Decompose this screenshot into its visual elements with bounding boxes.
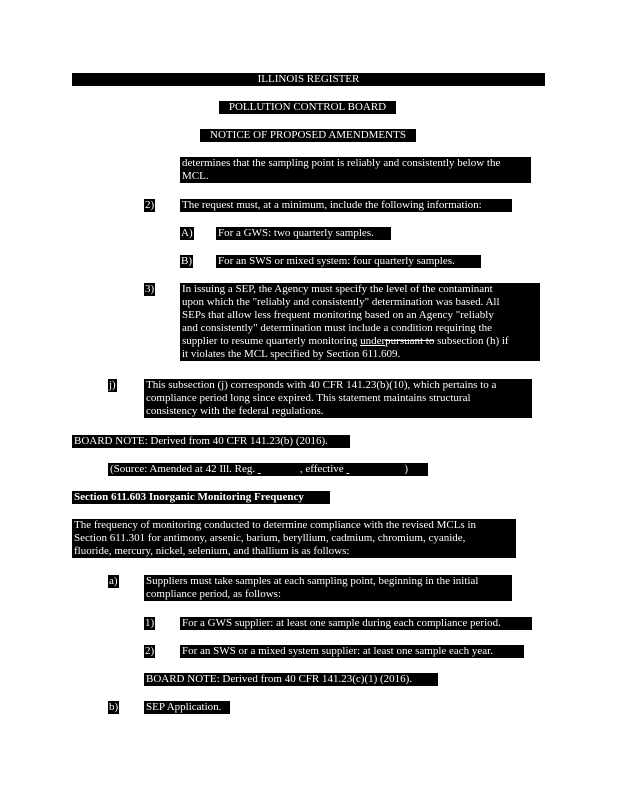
item-b-label: b) <box>109 701 119 713</box>
source-line: (Source: Amended at 42 Ill. Reg. , effective ) <box>108 463 428 476</box>
item-b-text: SEP Application. <box>144 701 230 714</box>
item-3-paragraph: In issuing a SEP, the Agency must specify the level of the contaminant upon which the "reliably and consistently" determination was based. All SEPs that allow less frequent monitoring based on an Agency "reliably and consistently" determination must include a condition requiring the supplier to resume quarterly monitoring underpursuant to subsection (h) if it violates the MCL specified by Section 611.609. <box>180 283 540 361</box>
register-header <box>72 73 545 86</box>
item-2-text: The request must, at a minimum, include the following information: <box>180 199 512 212</box>
continuation-paragraph: determines that the sampling point is reliably and consistently below the MCL. <box>180 157 531 183</box>
notice-title: NOTICE OF PROPOSED AMENDMENTS <box>200 129 416 142</box>
item-j-label: j) <box>109 379 116 391</box>
item-3-line-5: supplier to resume quarterly monitoring underpursuant to subsection (h) if <box>182 335 509 347</box>
section-intro: The frequency of monitoring conducted to determine compliance with the revised MCLs in Section 611.301 for antimony, arsenic, barium, beryllium, cadmium, chromium, cyanide, fluoride, mercury, nickel, selenium, and thallium is as follows: <box>72 519 516 558</box>
board-note-1: BOARD NOTE: Derived from 40 CFR 141.23(b) (2016). <box>72 435 350 448</box>
item-2a-label: A) <box>181 227 193 239</box>
register-title: ILLINOIS REGISTER <box>257 73 360 85</box>
item-a2-label: 2) <box>145 645 155 657</box>
item-a1-text: For a GWS supplier: at least one sample during each compliance period. <box>180 617 532 630</box>
item-3-label: 3) <box>145 283 155 295</box>
item-j-paragraph: This subsection (j) corresponds with 40 CFR 141.23(b)(10), which pertains to a compliance period long since expired. This statement maintains structural consistency with the federal regulations. <box>144 379 532 418</box>
board-title: POLLUTION CONTROL BOARD <box>219 101 396 114</box>
item-2b-label: B) <box>181 255 192 267</box>
item-2-label: 2) <box>145 199 155 211</box>
inserted-text: under <box>360 335 386 347</box>
board-note-2: BOARD NOTE: Derived from 40 CFR 141.23(c)(1) (2016). <box>144 673 438 686</box>
item-2b-text: For an SWS or mixed system: four quarterly samples. <box>216 255 481 268</box>
item-a1-label: 1) <box>145 617 155 629</box>
item-a2-text: For an SWS or a mixed system supplier: at least one sample each year. <box>180 645 524 658</box>
item-a-label: a) <box>109 575 118 587</box>
section-heading: Section 611.603 Inorganic Monitoring Frequency <box>72 491 330 504</box>
source-date-blank <box>346 463 404 476</box>
deleted-text: pursuant to <box>385 335 435 347</box>
item-a-paragraph: Suppliers must take samples at each sampling point, beginning in the initial compliance period, as follows: <box>144 575 512 601</box>
source-reg-blank <box>258 463 300 476</box>
item-2a-text: For a GWS: two quarterly samples. <box>216 227 391 240</box>
